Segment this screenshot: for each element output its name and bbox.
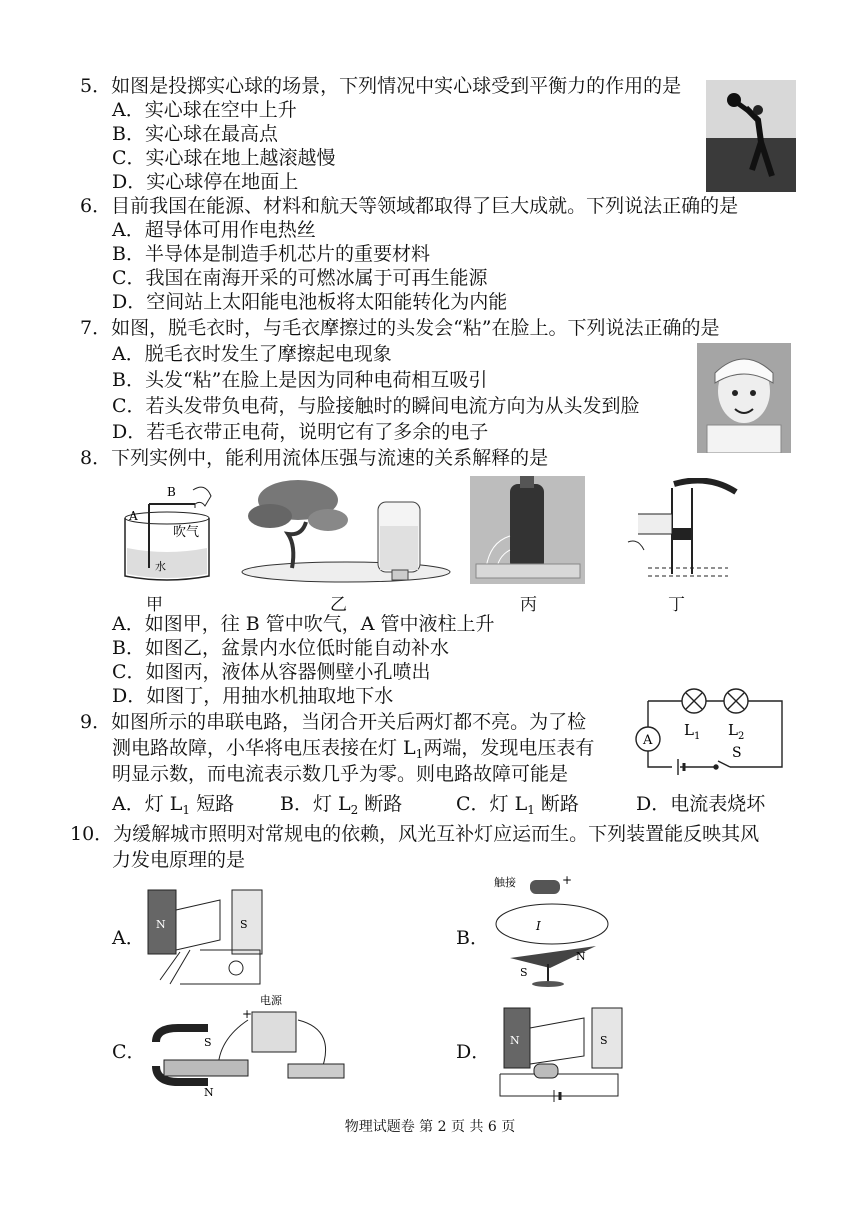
q7-option-d: D．若毛衣带正电荷，说明它有了多余的电子 <box>112 421 489 443</box>
svg-text:I: I <box>536 919 541 933</box>
q6-stem: 6．目前我国在能源、材料和航天等领域都取得了巨大成就。下列说法正确的是 <box>80 195 739 217</box>
svg-text:S: S <box>600 1034 608 1047</box>
q10-figure-c-motor <box>148 990 358 1100</box>
q9-stem-line-3: 明显示数，而电流表示数几乎为零。则电路故障可能是 <box>112 763 569 785</box>
shot-put-photo <box>706 80 796 192</box>
q5-option-d: D．实心球停在地面上 <box>112 171 299 193</box>
q10-label-b: B． <box>456 927 489 949</box>
lamp-l2-label: $L_2$ <box>728 721 745 742</box>
q10-stem-line-1: 10．为缓解城市照明对常规电的依赖，风光互补灯应运而生。下列装置能反映其风 <box>70 823 760 845</box>
svg-text:S: S <box>520 966 528 979</box>
caption-bing: 丙 <box>520 595 537 615</box>
label-a: A <box>129 509 138 523</box>
svg-text:N: N <box>576 950 586 963</box>
figure-bing-bottle <box>470 476 585 584</box>
q9-stem-line-2: 测电路故障，小华将电压表接在灯 $L_1$两端，发现电压表有 <box>112 737 595 761</box>
lamp-l1-label: $L_1$ <box>684 721 701 742</box>
label-blow: 吹气 <box>173 525 200 540</box>
q7-option-a: A．脱毛衣时发生了摩擦起电现象 <box>112 343 392 365</box>
q8-stem: 8．下列实例中，能利用流体压强与流速的关系解释的是 <box>80 447 549 469</box>
svg-text:N: N <box>156 918 166 931</box>
page-footer: 物理试题卷 第 2 页 共 6 页 <box>344 1119 516 1135</box>
q8-option-b: B．如图乙，盆景内水位低时能自动补水 <box>112 637 449 659</box>
q9-option-c: C．灯 $L_1$ 断路 <box>456 793 579 817</box>
q10-label-c: C． <box>112 1041 146 1063</box>
caption-jia: 甲 <box>146 595 163 615</box>
q6-option-b: B．半导体是制造手机芯片的重要材料 <box>112 243 430 265</box>
figure-ding-pump <box>618 478 738 584</box>
q10-figure-b-oersted <box>490 872 620 990</box>
q7-option-c: C．若头发带负电荷，与脸接触时的瞬间电流方向为从头发到脸 <box>112 395 640 417</box>
q6-option-a: A．超导体可用作电热丝 <box>112 219 316 241</box>
q5-option-b: B．实心球在最高点 <box>112 123 278 145</box>
q10-label-d: D． <box>456 1041 491 1063</box>
label-water: 水 <box>155 560 166 573</box>
q10-figure-d-coil <box>494 994 630 1104</box>
ammeter-label: A <box>643 733 653 748</box>
svg-text:S: S <box>204 1036 212 1049</box>
q9-stem-line-1: 9．如图所示的串联电路，当闭合开关后两灯都不亮。为了检 <box>80 711 587 733</box>
svg-text:+: + <box>562 873 573 887</box>
q7-option-b: B．头发“粘”在脸上是因为同种电荷相互吸引 <box>112 369 488 391</box>
svg-text:S: S <box>240 918 248 931</box>
q8-option-d: D．如图丁，用抽水机抽取地下水 <box>112 685 394 707</box>
touch-label: 触接 <box>494 876 516 889</box>
figure-yi-bonsai <box>240 476 452 586</box>
q10-label-a: A． <box>112 927 145 949</box>
hair-sticking-photo <box>697 343 791 453</box>
q8-option-c: C．如图丙，液体从容器侧壁小孔喷出 <box>112 661 431 683</box>
svg-text:N: N <box>510 1034 520 1047</box>
series-circuit-diagram <box>632 685 792 787</box>
svg-text:N: N <box>204 1086 214 1099</box>
q6-option-c: C．我国在南海开采的可燃冰属于可再生能源 <box>112 267 488 289</box>
q9-option-a: A．灯 $L_1$ 短路 <box>112 793 235 817</box>
power-source-label: 电源 <box>260 994 282 1007</box>
q8-option-a: A．如图甲，往 B 管中吹气，A 管中液柱上升 <box>112 613 495 635</box>
q6-option-d: D．空间站上太阳能电池板将太阳能转化为内能 <box>112 291 508 313</box>
q10-stem-line-2: 力发电原理的是 <box>112 849 246 871</box>
svg-text:+: + <box>242 1007 253 1021</box>
figure-jia-blow-tube <box>115 478 220 583</box>
switch-label: S <box>732 745 742 761</box>
q9-option-b: B．灯 $L_2$ 断路 <box>280 793 403 817</box>
caption-ding: 丁 <box>668 595 685 615</box>
q9-option-d: D．电流表烧坏 <box>636 793 766 815</box>
q5-stem: 5．如图是投掷实心球的场景，下列情况中实心球受到平衡力的作用的是 <box>80 75 682 97</box>
q7-stem: 7．如图，脱毛衣时，与毛衣摩擦过的头发会“粘”在脸上。下列说法正确的是 <box>80 317 720 339</box>
q10-figure-a-generator <box>140 880 280 990</box>
caption-yi: 乙 <box>330 595 347 615</box>
label-b: B <box>167 485 176 499</box>
q5-option-c: C．实心球在地上越滚越慢 <box>112 147 336 169</box>
q5-option-a: A．实心球在空中上升 <box>112 99 297 121</box>
